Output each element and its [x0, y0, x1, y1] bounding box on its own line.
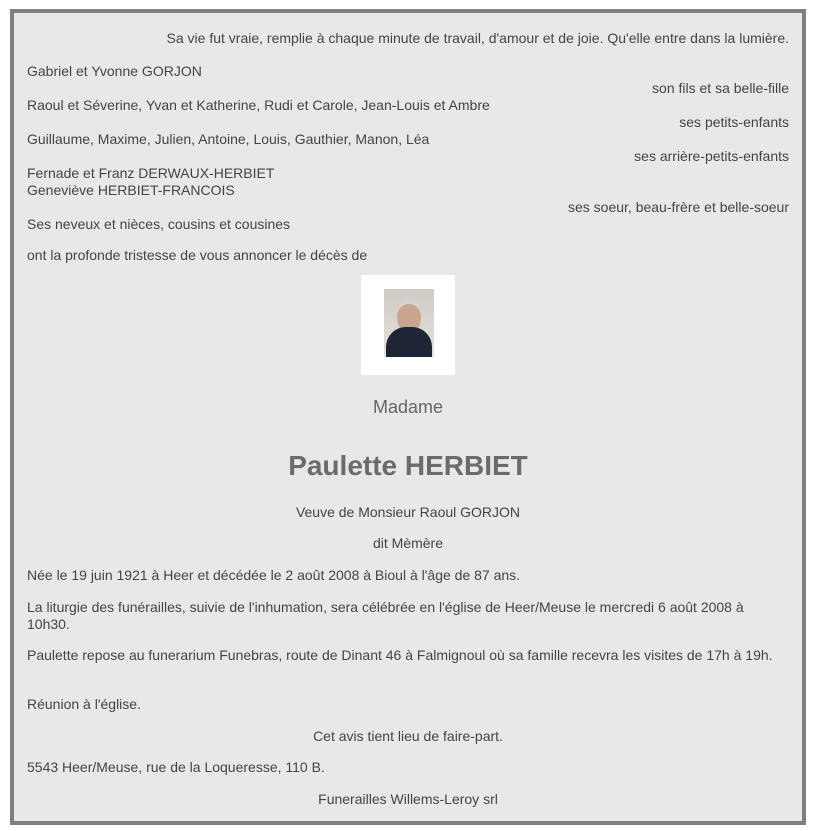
repose-paragraph: Paulette repose au funerarium Funebras, route de Dinant 46 à Falmignoul où sa famille recevra les visites de 17h à 19h. — [27, 647, 773, 663]
family-relation-1: son fils et sa belle-fille — [652, 80, 789, 96]
reunion-line: Réunion à l'église. — [27, 696, 141, 712]
portrait-photo — [361, 275, 455, 375]
notice-line: Cet avis tient lieu de faire-part. — [313, 728, 503, 744]
portrait-body — [386, 327, 432, 357]
family-names-3: Guillaume, Maxime, Julien, Antoine, Louis, Gauthier, Manon, Léa — [27, 131, 430, 147]
obituary-card — [10, 9, 806, 825]
nickname-line: dit Mèmère — [372, 535, 444, 551]
family-names-4b: Geneviève HERBIET-FRANCOIS — [27, 182, 235, 198]
honorific: Madame — [372, 397, 444, 417]
portrait-image — [384, 289, 434, 357]
quote: Sa vie fut vraie, remplie à chaque minute de travail, d'amour et de joie. Qu'elle entre dans la lumière. — [166, 30, 789, 46]
nephews-line: Ses neveux et nièces, cousins et cousines — [27, 216, 291, 232]
family-names-1: Gabriel et Yvonne GORJON — [27, 63, 202, 79]
family-names-4a: Fernade et Franz DERWAUX-HERBIET — [27, 165, 275, 181]
family-names-2: Raoul et Séverine, Yvan et Katherine, Rudi et Carole, Jean-Louis et Ambre — [27, 97, 490, 113]
funeral-home-line: Funerailles Willems-Leroy srl — [318, 791, 498, 807]
deceased-name: Paulette HERBIET — [288, 450, 528, 481]
announcement-line: ont la profonde tristesse de vous annoncer le décès de — [27, 247, 368, 263]
birth-death-line: Née le 19 juin 1921 à Heer et décédée le 2 août 2008 à Bioul à l'âge de 87 ans. — [27, 567, 521, 583]
widow-line: Veuve de Monsieur Raoul GORJON — [295, 504, 521, 520]
liturgy-paragraph: La liturgie des funérailles, suivie de l'inhumation, sera célébrée en l'église de Heer/Meuse le mercredi 6 août 2008 à 10h30. — [27, 599, 744, 632]
family-relation-3: ses arrière-petits-enfants — [634, 148, 789, 164]
family-relation-4: ses soeur, beau-frère et belle-soeur — [567, 199, 789, 215]
address-line: 5543 Heer/Meuse, rue de la Loqueresse, 110 B. — [27, 759, 325, 775]
family-relation-2: ses petits-enfants — [679, 114, 789, 130]
